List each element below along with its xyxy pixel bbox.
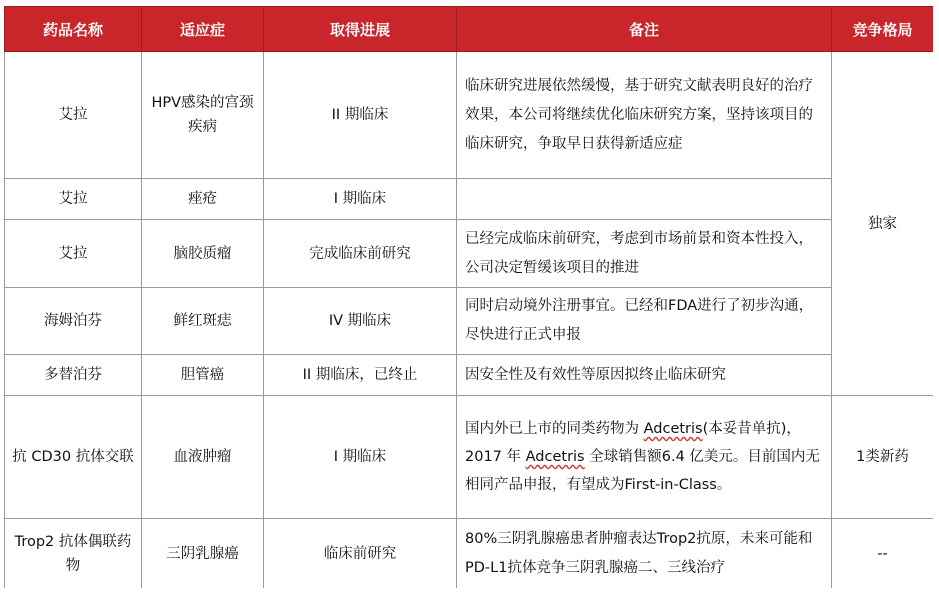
cell-indication: HPV感染的宫颈疾病 [142,52,264,179]
cell-indication: 三阴乳腺癌 [142,519,264,589]
table-row [5,52,934,179]
cell-progress: 临床前研究 [264,519,457,589]
cell-note [457,179,832,220]
table-row [5,355,934,396]
cell-indication: 鲜红斑痣 [142,288,264,355]
note-text: (本妥昔单抗)，2017 年 [465,421,801,465]
table-row [5,288,934,355]
cell-progress: I 期临床 [264,179,457,220]
cell-progress: IV 期临床 [264,288,457,355]
note-text: 国内外已上市的同类药物为 [465,421,644,437]
cell-drug: Trop2 抗体偶联药物 [5,519,142,589]
cell-competition: 1类新药 [832,396,934,519]
cell-note: 80%三阴乳腺癌患者肿瘤表达Trop2抗原，未来可能和PD-L1抗体竞争三阴乳腺癌二、三线治疗 [457,519,832,589]
header-progress: 取得进展 [264,7,457,52]
cell-progress: 完成临床前研究 [264,220,457,288]
cell-indication: 血液肿瘤 [142,396,264,519]
cell-progress: I 期临床 [264,396,457,519]
cell-drug: 艾拉 [5,220,142,288]
cell-indication: 胆管癌 [142,355,264,396]
header-competition: 竞争格局 [832,7,934,52]
cell-progress: II 期临床 [264,52,457,179]
cell-competition: -- [832,519,934,589]
cell-drug: 艾拉 [5,179,142,220]
cell-drug: 抗 CD30 抗体交联 [5,396,142,519]
table-row [5,396,934,519]
table-row [5,519,934,589]
header-indication: 适应症 [142,7,264,52]
cell-note: 因安全性及有效性等原因拟终止临床研究 [457,355,832,396]
cell-indication: 脑胶质瘤 [142,220,264,288]
table-row [5,220,934,288]
cell-indication: 痤疮 [142,179,264,220]
cell-note [457,396,832,519]
cell-note: 临床研究进展依然缓慢，基于研究文献表明良好的治疗效果，本公司将继续优化临床研究方案，坚持该项目的临床研究，争取早日获得新适应症 [457,52,832,179]
cell-drug: 海姆泊芬 [5,288,142,355]
cell-competition: 独家 [832,52,934,396]
header-row [5,7,934,52]
cell-drug: 艾拉 [5,52,142,179]
cell-note: 已经完成临床前研究，考虑到市场前景和资本性投入，公司决定暂缓该项目的推进 [457,220,832,288]
cell-note: 同时启动境外注册事宜。已经和FDA进行了初步沟通，尽快进行正式申报 [457,288,832,355]
note-brand-adcetris: Adcetris [525,449,585,465]
header-note: 备注 [457,7,832,52]
note-text: 全球销售额6.4 亿美元。目前国内无相同产品申报，有望成为First-in-Class。 [465,449,820,493]
drug-pipeline-table [4,6,933,588]
table-row [5,179,934,220]
header-drug-name: 药品名称 [5,7,142,52]
table-container [4,6,933,588]
cell-progress: II 期临床，已终止 [264,355,457,396]
cell-drug: 多替泊芬 [5,355,142,396]
note-brand-adcetris: Adcetris [643,421,703,437]
